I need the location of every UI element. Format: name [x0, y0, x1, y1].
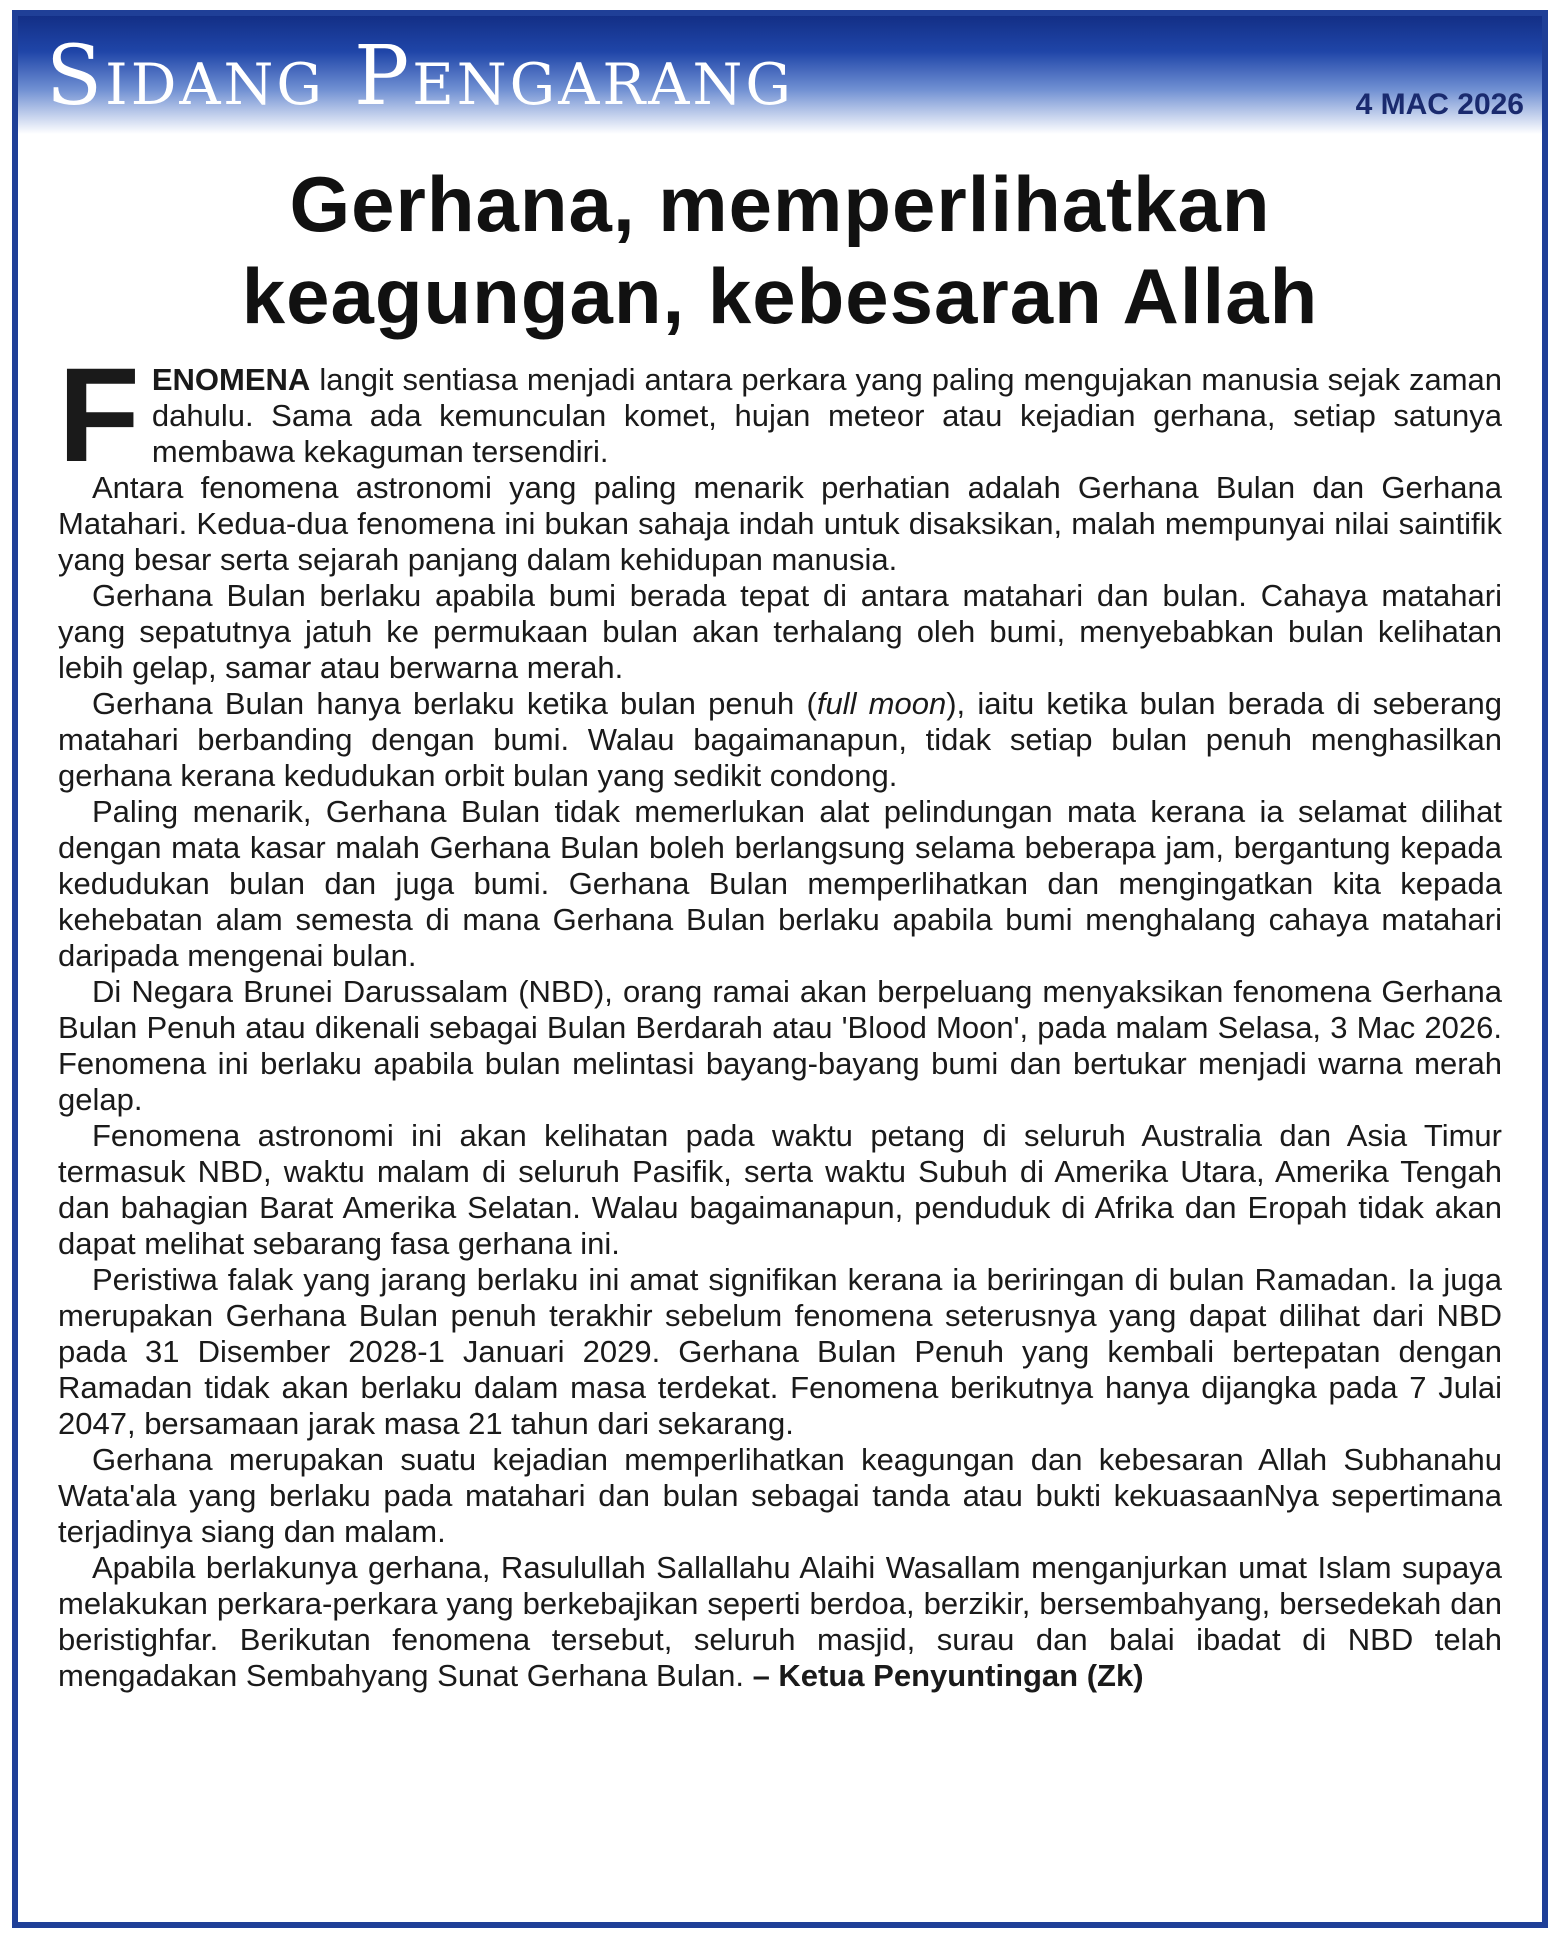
paragraph-4 [58, 686, 1502, 794]
paragraph-7: Fenomena astronomi ini akan kelihatan pada waktu petang di seluruh Australia dan Asia Timur termasuk NBD, waktu malam di seluruh Pasifik, serta waktu Subuh di Amerika Utara, Amerika Tengah dan bahagian Barat Amerika Selatan. Walau bagaimanapun, penduduk di Afrika dan Eropah tidak akan dapat melihat sebarang fasa gerhana ini. [58, 1118, 1502, 1261]
lead-word: ENOMENA [151, 362, 311, 397]
paragraph-2: Antara fenomena astronomi yang paling menarik perhatian adalah Gerhana Bulan dan Gerhana Matahari. Kedua-dua fenomena ini bukan sahaja indah untuk disaksikan, malah mempunyai nilai saintifik yang besar serta sejarah panjang dalam kehidupan manusia. [58, 470, 1502, 577]
paragraph-1 [58, 341, 1502, 490]
paragraph-1-text: langit sentiasa menjadi antara perkara yang paling mengujakan manusia sejak zaman dahulu. Sama ada kemunculan komet, hujan meteor atau kejadian gerhana, setiap satunya membawa kekaguman tersendiri. [151, 362, 1502, 469]
paragraph-4-italic: full moon [816, 686, 947, 721]
paragraph-4-text-b: ), iaitu ketika bulan berada di seberang matahari berbanding dengan bumi. Walau bagaimanapun, tidak setiap bulan penuh menghasilkan gerhana kerana kedudukan orbit bulan yang sedikit condong. [58, 686, 1502, 793]
paragraph-3: Gerhana Bulan berlaku apabila bumi berada tepat di antara matahari dan bulan. Cahaya matahari yang sepatutnya jatuh ke permukaan bulan akan terhalang oleh bumi, menyebabkan bulan kelihatan lebih gelap, samar atau berwarna merah. [58, 578, 1502, 685]
paragraph-9: Gerhana merupakan suatu kejadian memperlihatkan keagungan dan kebesaran Allah Subhanahu Wata'ala yang berlaku pada matahari dan bulan sebagai tanda atau bukti kekuasaanNya sepertimana terjadinya siang dan malam. [58, 1442, 1502, 1549]
author-signature: – Ketua Penyuntingan (Zk) [752, 1658, 1144, 1693]
article-body [58, 341, 1502, 1694]
masthead-banner [18, 16, 1542, 134]
paragraph-8: Peristiwa falak yang jarang berlaku ini amat signifikan kerana ia beriringan di bulan Ramadan. Ia juga merupakan Gerhana Bulan penuh terakhir sebelum fenomena seterusnya yang dapat dilihat dari NBD pada 31 Disember 2028-1 Januari 2029. Gerhana Bulan Penuh yang kembali bertepatan dengan Ramadan tidak akan berlaku dalam masa terdekat. Fenomena berikutnya hanya dijangka pada 7 Julai 2047, bersamaan jarak masa 21 tahun dari sekarang. [58, 1262, 1502, 1441]
paragraph-10-text: Apabila berlakunya gerhana, Rasulullah Sallallahu Alaihi Wasallam menganjurkan umat Islam supaya melakukan perkara-perkara yang berkebajikan seperti berdoa, berzikir, bersembahyang, bersedekah dan beristighfar. Berikutan fenomena tersebut, seluruh masjid, surau dan balai ibadat di NBD telah mengadakan Sembahyang Sunat Gerhana Bulan. [58, 1550, 1502, 1693]
drop-cap: F [58, 341, 140, 490]
paragraph-4-text-a: Gerhana Bulan hanya berlaku ketika bulan penuh ( [92, 686, 817, 721]
issue-date: 4 MAC 2026 [1355, 88, 1524, 121]
paragraph-10 [58, 1550, 1502, 1694]
section-title: Sidang Pengarang [46, 29, 794, 124]
editorial-frame [12, 10, 1548, 1928]
headline: Gerhana, memperlihatkan keagungan, kebesaran Allah [241, 160, 1319, 340]
paragraph-6: Di Negara Brunei Darussalam (NBD), orang ramai akan berpeluang menyaksikan fenomena Gerhana Bulan Penuh atau dikenali sebagai Bulan Berdarah atau 'Blood Moon', pada malam Selasa, 3 Mac 2026. Fenomena ini berlaku apabila bulan melintasi bayang-bayang bumi dan bertukar menjadi warna merah gelap. [58, 974, 1502, 1117]
paragraph-5: Paling menarik, Gerhana Bulan tidak memerlukan alat pelindungan mata kerana ia selamat dilihat dengan mata kasar malah Gerhana Bulan boleh berlangsung selama beberapa jam, bergantung kepada kedudukan bulan dan juga bumi. Gerhana Bulan memperlihatkan dan mengingatkan kita kepada kehebatan alam semesta di mana Gerhana Bulan berlaku apabila bumi menghalang cahaya matahari daripada mengenai bulan. [58, 794, 1502, 973]
